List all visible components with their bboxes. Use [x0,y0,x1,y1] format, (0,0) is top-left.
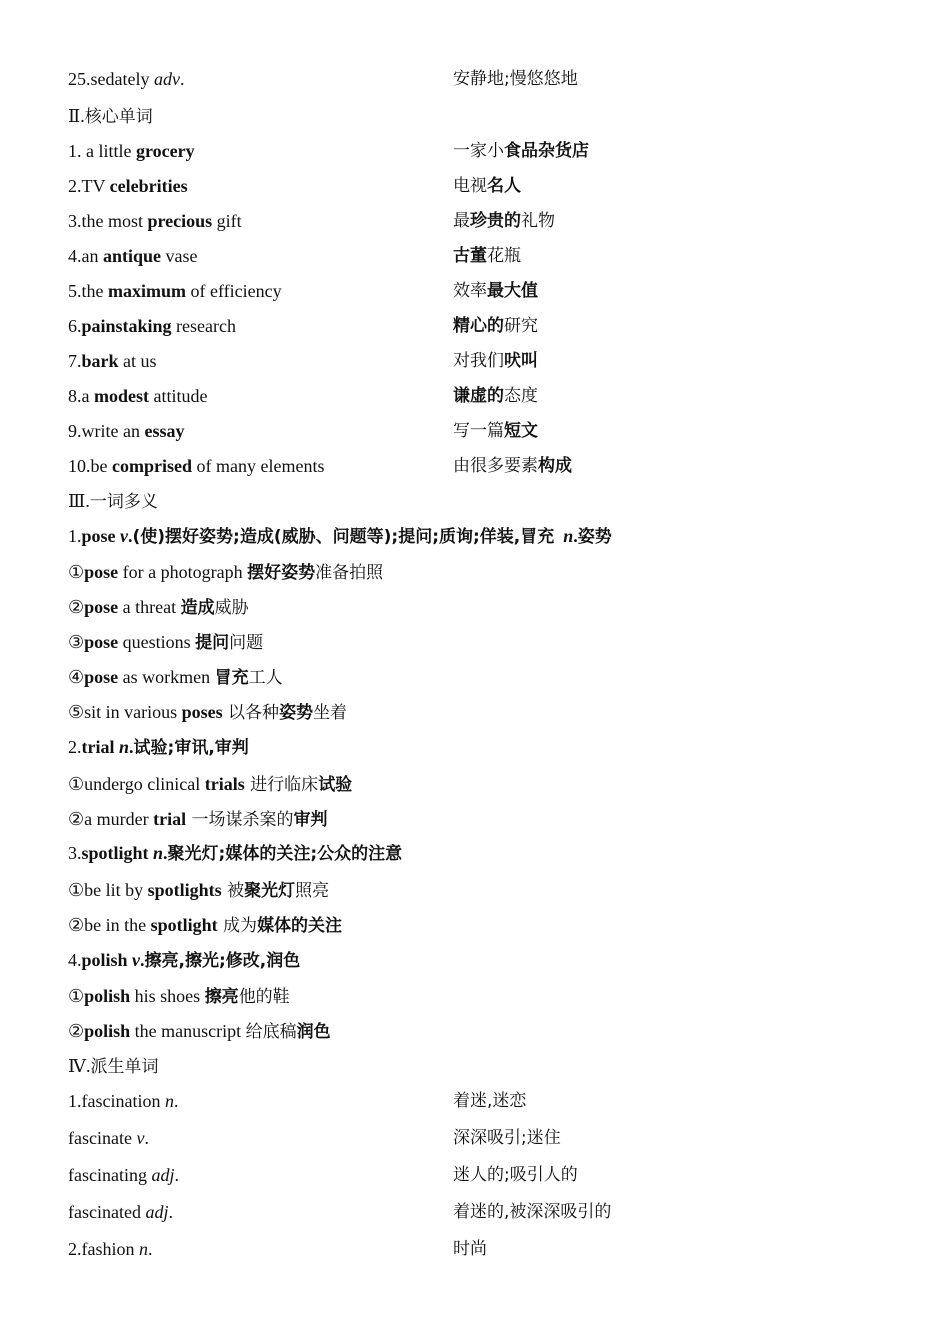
vocab-row [68,1121,910,1156]
chinese-meaning: 写一篇短文 [453,421,538,441]
vocab-row [68,274,910,309]
english-term: 5.the maximum of efficiency [68,281,282,301]
example-phrase: ③pose questions 提问问题 [68,632,264,653]
example-phrase: ①undergo clinical trials 进行临床试验 [68,774,353,795]
example-phrase: ②be in the spotlight 成为媒体的关注 [68,915,343,936]
chinese-meaning: 古董花瓶 [453,246,521,266]
section-heading: Ⅱ.核心单词 [68,106,153,127]
chinese-meaning: 着迷,迷恋 [453,1091,527,1111]
vocab-row [68,204,910,239]
english-term: 4.an antique vase [68,246,198,266]
section-heading: Ⅲ.一词多义 [68,491,158,512]
example-phrase: ②a murder trial 一场谋杀案的审判 [68,809,328,830]
vocab-row [68,449,910,484]
english-term: fascinate v. [68,1128,149,1148]
english-term: 8.a modest attitude [68,386,208,406]
vocab-row [68,414,910,449]
vocab-row [68,309,910,344]
chinese-meaning: 时尚 [453,1239,487,1259]
chinese-meaning: 深深吸引;迷住 [453,1128,561,1148]
vocab-row [68,1158,910,1193]
chinese-meaning: 最珍贵的礼物 [453,211,555,231]
vocab-row [68,1084,910,1119]
vocab-row [68,344,910,379]
polysemy-definition: 2.trial n.试验;审讯,审判 [68,737,249,758]
chinese-meaning: 电视名人 [453,176,521,196]
example-phrase: ②pose a threat 造成威胁 [68,597,249,618]
english-term: 2.fashion n. [68,1239,153,1259]
vocab-row [68,1195,910,1230]
example-phrase: ①be lit by spotlights 被聚光灯照亮 [68,880,330,901]
example-phrase: ②polish the manuscript 给底稿润色 [68,1021,331,1042]
chinese-meaning: 由很多要素构成 [453,456,572,476]
example-phrase: ⑤sit in various poses 以各种姿势坐着 [68,702,348,723]
polysemy-definition: 1.pose v.(使)摆好姿势;造成(威胁、问题等);提问;质询;佯装,冒充 n.姿势 [68,526,612,547]
chinese-meaning: 对我们吠叫 [453,351,538,371]
polysemy-definition: 3.spotlight n.聚光灯;媒体的关注;公众的注意 [68,843,403,864]
vocab-row [68,379,910,414]
english-term: 2.TV celebrities [68,176,188,196]
vocab-row [68,239,910,274]
example-phrase: ④pose as workmen 冒充工人 [68,667,283,688]
chinese-meaning: 谦虚的态度 [453,386,538,406]
english-term: 25.sedately adv. [68,69,185,89]
chinese-meaning: 迷人的;吸引人的 [453,1165,578,1185]
vocab-row [68,169,910,204]
section-heading: Ⅳ.派生单词 [68,1056,159,1077]
example-phrase: ①pose for a photograph 摆好姿势准备拍照 [68,562,384,583]
vocab-row [68,62,910,97]
english-term: 1.fascination n. [68,1091,179,1111]
chinese-meaning: 精心的研究 [453,316,538,336]
english-term: 9.write an essay [68,421,185,441]
vocab-row [68,1232,910,1267]
chinese-meaning: 安静地;慢悠悠地 [453,69,578,89]
english-term: 6.painstaking research [68,316,236,336]
english-term: 3.the most precious gift [68,211,242,231]
polysemy-definition: 4.polish v.擦亮,擦光;修改,润色 [68,950,301,971]
vocab-row [68,134,910,169]
chinese-meaning: 一家小食品杂货店 [453,141,589,161]
chinese-meaning: 着迷的,被深深吸引的 [453,1202,612,1222]
english-term: 7.bark at us [68,351,157,371]
english-term: 1. a little grocery [68,141,195,161]
chinese-meaning: 效率最大值 [453,281,538,301]
example-phrase: ①polish his shoes 擦亮他的鞋 [68,986,290,1007]
english-term: 10.be comprised of many elements [68,456,325,476]
english-term: fascinating adj. [68,1165,179,1185]
english-term: fascinated adj. [68,1202,173,1222]
